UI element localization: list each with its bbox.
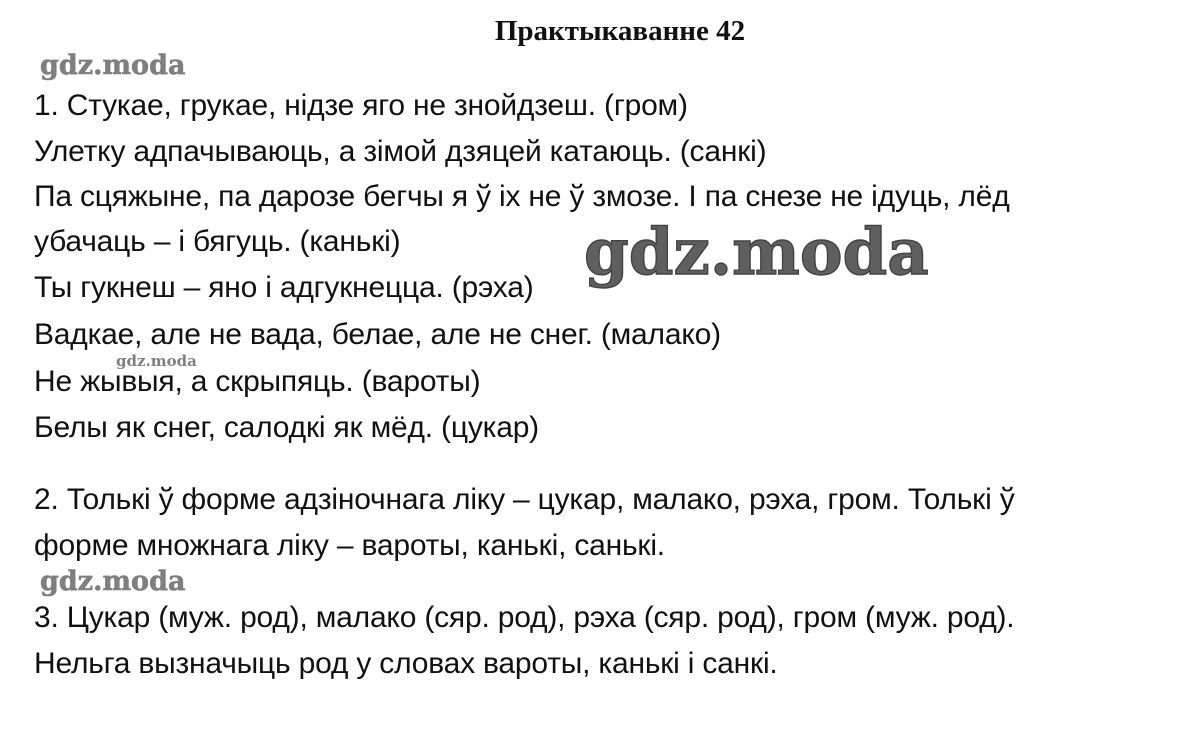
text-line-1-2: Улетку адпачываюць, а зімой дзяцей катаюць. (санкі) <box>34 135 767 168</box>
text-line-1-3: Па сцяжыне, па дарозе бегчы я ў іх не ў змозе. І па снезе не ідуць, лёд <box>34 180 1010 213</box>
text-line-1-1: 1. Стукае, грукае, нідзе яго не знойдзеш. (гром) <box>34 89 688 122</box>
text-line-1-7: Не жывыя, а скрыпяць. (вароты) <box>34 365 481 398</box>
text-line-1-8: Белы як снег, салодкі як мёд. (цукар) <box>34 411 539 444</box>
text-line-3-1: 3. Цукар (муж. род), малако (сяр. род), рэха (сяр. род), гром (муж. род). <box>34 601 1015 634</box>
watermark-top-left: gdz.moda <box>40 50 186 81</box>
watermark-center: gdz.moda <box>584 215 929 290</box>
watermark-tiny: gdz.moda <box>116 352 197 370</box>
text-line-1-4: убачаць – і бягуць. (канькі) <box>34 225 401 258</box>
page-title: Практыкаванне 42 <box>494 15 746 47</box>
watermark-bottom-left: gdz.moda <box>40 566 186 597</box>
text-line-1-5: Ты гукнеш – яно і адгукнецца. (рэха) <box>34 271 534 304</box>
text-line-1-6: Вадкае, але не вада, белае, але не снег. (малако) <box>34 318 721 351</box>
text-line-2-1: 2. Толькі ў форме адзіночнага ліку – цукар, малако, рэха, гром. Толькі ў <box>34 483 1015 516</box>
text-line-2-2: форме множнага ліку – вароты, канькі, санькі. <box>34 529 665 562</box>
text-line-3-2: Нельга вызначыць род у словах вароты, канькі і санкі. <box>34 647 778 680</box>
